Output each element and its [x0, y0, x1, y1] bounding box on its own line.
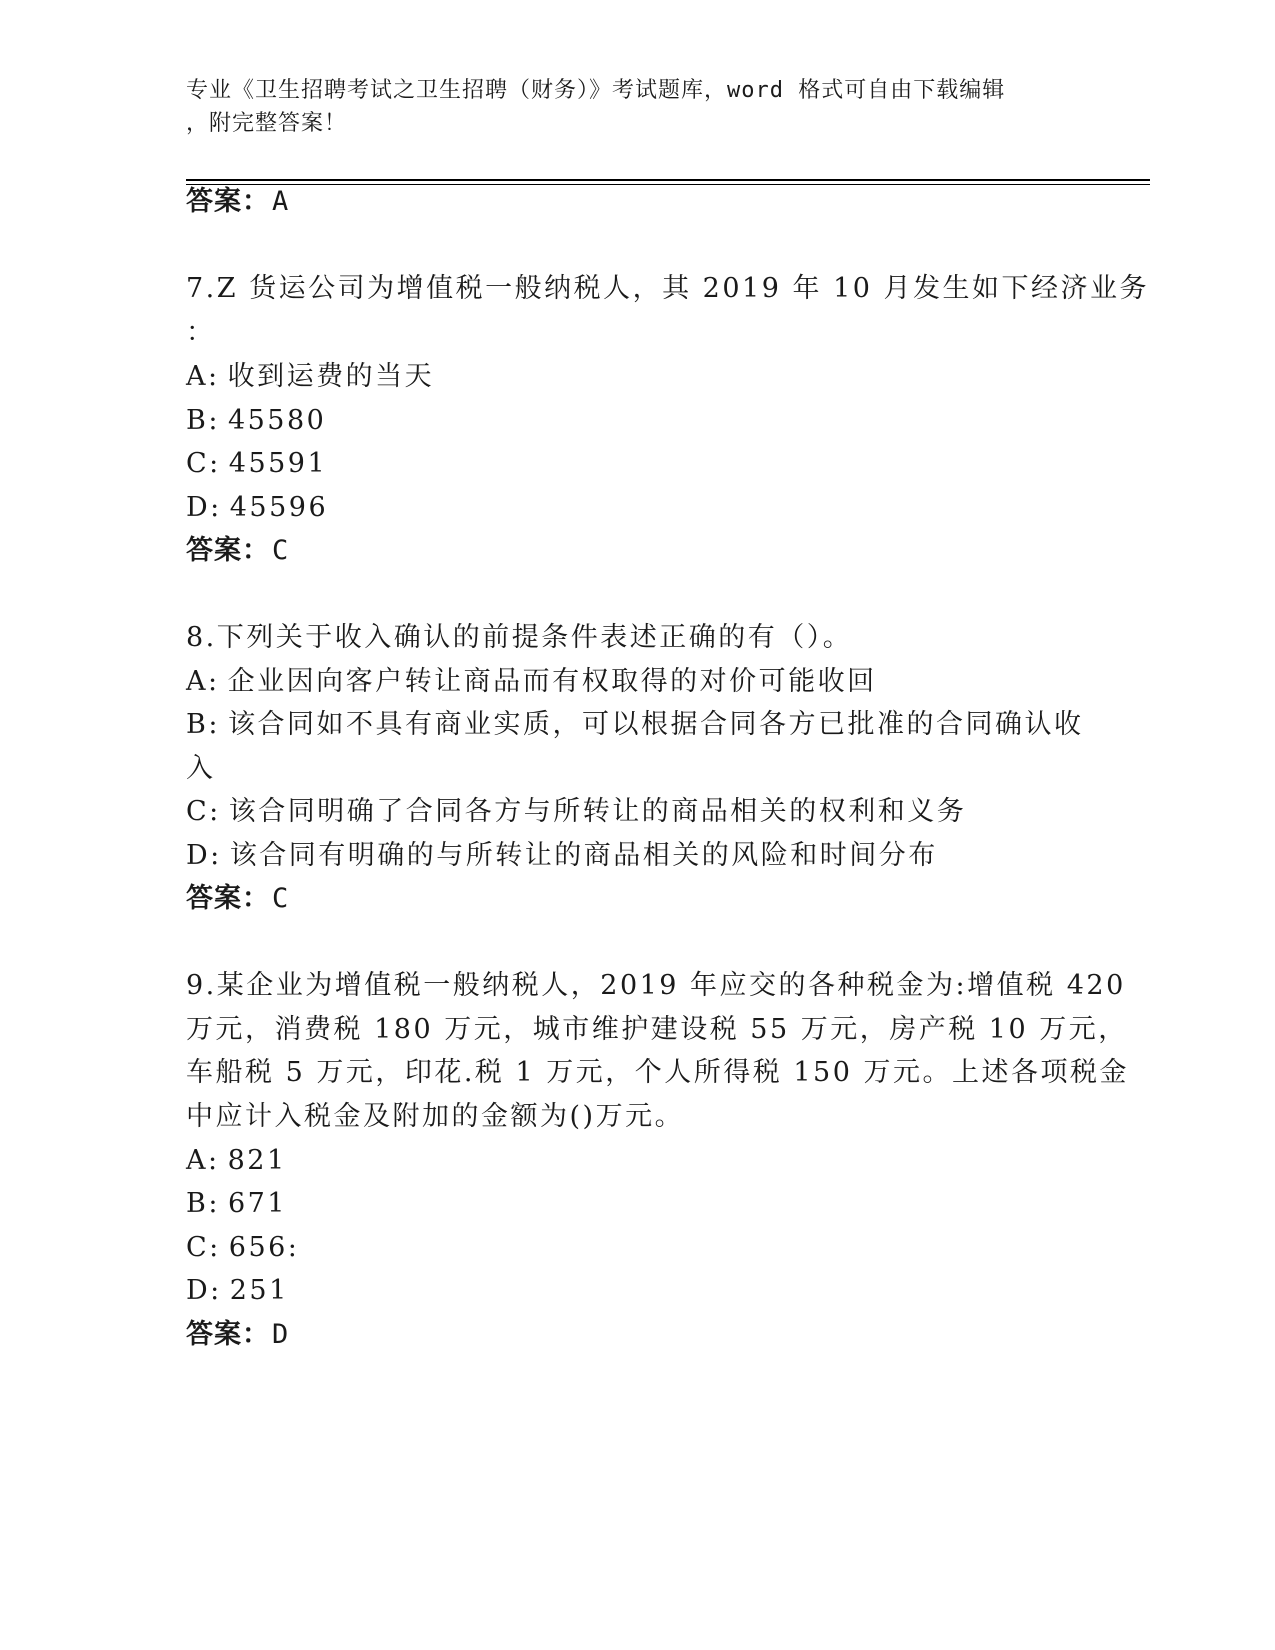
option-text: 收到运费的当天	[227, 361, 435, 392]
q8-answer	[186, 879, 289, 919]
option-key: D:	[186, 840, 222, 871]
q8-option-a	[186, 662, 877, 702]
answer-label: 答案：	[186, 535, 270, 566]
option-key: A:	[186, 666, 220, 697]
option-key: C:	[186, 448, 221, 479]
option-key: D:	[186, 1275, 222, 1306]
q9-option-d	[186, 1271, 289, 1311]
q9-stem-line-1: 9.某企业为增值税一般纳税人，2019 年应交的各种税金为:增值税 420	[186, 970, 1126, 1001]
option-text: 该合同明确了合同各方与所转让的商品相关的权利和义务	[228, 796, 967, 827]
q9-stem-line-4: 中应计入税金及附加的金额为()万元。	[186, 1101, 685, 1132]
q9-option-c	[186, 1228, 299, 1268]
answer-value: A	[272, 186, 290, 217]
q7-stem-line-2: ：	[186, 317, 216, 348]
q7-option-d	[186, 488, 328, 528]
option-key: B:	[186, 1188, 220, 1219]
q8-option-b-continuation: 入	[186, 753, 216, 784]
header-rule-thin	[186, 184, 1150, 185]
option-key: A:	[186, 361, 220, 392]
option-key: A:	[186, 1145, 220, 1176]
document-header	[186, 74, 1066, 140]
header-rule-thick	[186, 179, 1150, 181]
answer-value: D	[272, 1319, 290, 1350]
q8-option-c	[186, 792, 966, 832]
q9-option-a	[186, 1141, 287, 1181]
option-text: 656:	[228, 1232, 300, 1263]
option-key: C:	[186, 796, 221, 827]
q7-option-c	[186, 444, 327, 484]
answer-label: 答案：	[186, 883, 270, 914]
option-text: 45580	[227, 405, 327, 436]
q9-answer	[186, 1315, 289, 1355]
q8-option-b	[186, 705, 1083, 745]
option-text: 251	[229, 1275, 289, 1306]
q7-option-b	[186, 401, 326, 441]
header-line-2: ，附完整答案！	[186, 111, 348, 136]
q8-stem-line-1: 8.下列关于收入确认的前提条件表述正确的有（）。	[186, 622, 853, 653]
option-text: 45591	[228, 448, 328, 479]
q9-option-b	[186, 1184, 287, 1224]
q7-stem-line-1: 7.Z 货运公司为增值税一般纳税人，其 2019 年 10 月发生如下经济业务	[186, 273, 1150, 304]
option-key: D:	[186, 492, 222, 523]
option-text: 企业因向客户转让商品而有权取得的对价可能收回	[227, 666, 877, 697]
option-text: 该合同如不具有商业实质，可以根据合同各方已批准的合同确认收	[227, 709, 1084, 740]
option-text: 821	[227, 1145, 287, 1176]
answer-value: C	[272, 535, 290, 566]
option-text: 45596	[229, 492, 329, 523]
q9-stem-line-3: 车船税 5 万元，印花.税 1 万元，个人所得税 150 万元。上述各项税金	[186, 1057, 1129, 1088]
option-key: C:	[186, 1232, 221, 1263]
answer-value: C	[272, 883, 290, 914]
q7-option-a	[186, 357, 434, 397]
option-key: B:	[186, 405, 220, 436]
q9-stem-line-2: 万元，消费税 180 万元，城市维护建设税 55 万元，房产税 10 万元，	[186, 1014, 1128, 1045]
q8-option-d	[186, 836, 938, 876]
prev-answer	[186, 182, 289, 222]
answer-label: 答案：	[186, 186, 270, 217]
answer-label: 答案：	[186, 1319, 270, 1350]
option-key: B:	[186, 709, 220, 740]
q7-answer	[186, 531, 289, 571]
header-line-1: 专业《卫生招聘考试之卫生招聘（财务）》考试题库，word 格式可自由下载编辑	[186, 78, 1006, 103]
option-text: 671	[227, 1188, 287, 1219]
option-text: 该合同有明确的与所转让的商品相关的风险和时间分布	[229, 840, 938, 871]
